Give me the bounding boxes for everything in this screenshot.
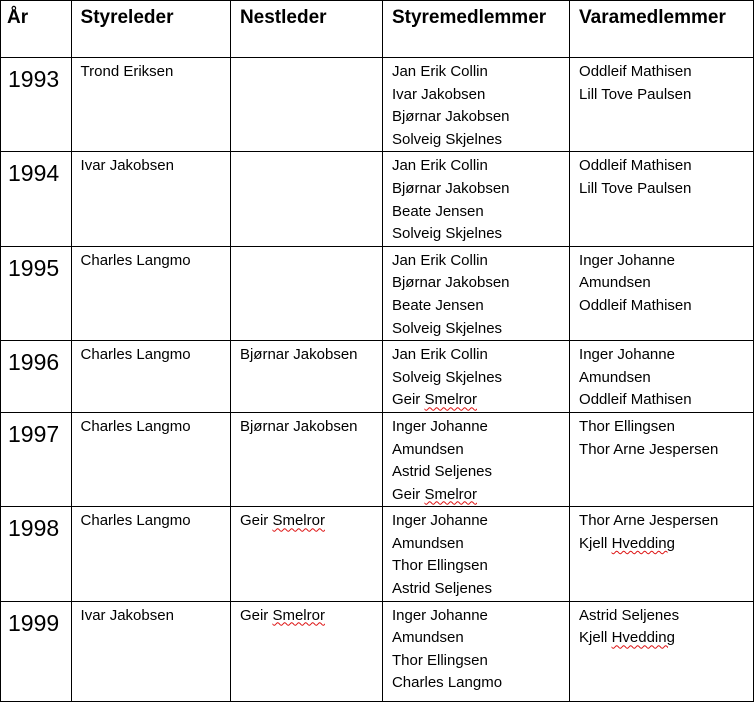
alternates-cell (570, 246, 754, 340)
name-line: Oddleif Mathisen (579, 63, 692, 80)
name-line: Thor Ellingsen (391, 557, 488, 575)
table-row (1, 412, 754, 506)
name-line: Solveig Skjelnes (391, 130, 503, 148)
year-value: 1997 (8, 420, 60, 447)
name-line: Astrid Seljenes (391, 463, 493, 481)
leader-cell (71, 246, 230, 340)
name-line: Charles Langmo (80, 512, 191, 530)
year-cell (1, 412, 72, 506)
header-alternates-label: Varamedlemmer (579, 7, 726, 28)
name-line: Geir Smelror (391, 391, 477, 409)
name-line: Trond Eriksen (80, 63, 174, 80)
name-line: Oddleif Mathisen (579, 296, 692, 314)
members-cell (382, 507, 569, 601)
members-cell (382, 412, 569, 506)
name-line: Thor Ellingsen (391, 651, 488, 669)
year-cell (1, 601, 72, 701)
name-line: Astrid Seljenes (579, 606, 680, 624)
name-line: Astrid Seljenes (391, 580, 493, 598)
name-line: Bjørnar Jakobsen (391, 274, 510, 292)
alternates-cell (570, 152, 754, 246)
header-year-label: År (7, 7, 29, 28)
name-line: Solveig Skjelnes (391, 225, 503, 243)
alternates-cell (570, 58, 754, 152)
name-line: Jan Erik Collin (391, 63, 488, 80)
deputy-cell (230, 58, 382, 152)
year-value: 1994 (8, 160, 60, 187)
year-value: 1993 (8, 66, 60, 92)
name-line: Amundsen (391, 629, 464, 647)
name-line: Charles Langmo (391, 674, 503, 692)
name-line: Thor Arne Jespersen (579, 512, 719, 530)
name-line: Beate Jensen (391, 296, 484, 314)
name-line: Kjell Hvedding (579, 629, 675, 647)
year-cell (1, 246, 72, 340)
name-line: Amundsen (391, 534, 464, 552)
name-line: Bjørnar Jakobsen (239, 417, 358, 435)
name-line: Bjørnar Jakobsen (391, 108, 510, 126)
name-line: Ivar Jakobsen (80, 606, 174, 624)
alternates-cell (570, 412, 754, 506)
deputy-cell (230, 341, 382, 413)
name-line: Oddleif Mathisen (579, 391, 692, 409)
leader-cell (71, 58, 230, 152)
name-line: Solveig Skjelnes (391, 368, 503, 386)
name-line: Ivar Jakobsen (80, 157, 174, 175)
table-row (1, 507, 754, 601)
year-value: 1999 (8, 609, 60, 636)
table-row (1, 58, 754, 152)
header-row (1, 1, 754, 58)
name-line: Amundsen (391, 440, 464, 458)
name-line: Bjørnar Jakobsen (239, 346, 358, 364)
year-value: 1995 (8, 254, 60, 281)
name-line: Thor Ellingsen (579, 417, 675, 435)
name-line: Inger Johanne (391, 606, 488, 624)
spellcheck-word: Smelror (424, 391, 477, 409)
name-line: Ivar Jakobsen (391, 85, 486, 103)
spellcheck-word: Smelror (424, 485, 477, 503)
year-cell (1, 58, 72, 152)
header-deputy (230, 1, 382, 58)
header-leader (71, 1, 230, 58)
members-cell (382, 58, 569, 152)
header-year (1, 1, 72, 58)
header-leader-label: Styreleder (80, 7, 174, 28)
members-cell (382, 152, 569, 246)
leader-cell (71, 601, 230, 701)
year-cell (1, 341, 72, 413)
name-line: Jan Erik Collin (391, 251, 488, 269)
name-line: Charles Langmo (80, 417, 191, 435)
name-line: Solveig Skjelnes (391, 319, 503, 337)
name-line: Thor Arne Jespersen (579, 440, 719, 458)
deputy-cell (230, 246, 382, 340)
spellcheck-word: Smelror (272, 606, 325, 624)
year-cell (1, 152, 72, 246)
name-line: Oddleif Mathisen (579, 157, 692, 175)
year-value: 1996 (8, 349, 60, 376)
alternates-cell (570, 507, 754, 601)
members-cell (382, 246, 569, 340)
header-alternates (570, 1, 754, 58)
name-line: Lill Tove Paulsen (579, 85, 692, 103)
name-line: Amundsen (579, 368, 651, 386)
header-members-label: Styremedlemmer (391, 7, 547, 28)
leader-cell (71, 412, 230, 506)
name-line: Inger Johanne (391, 512, 488, 530)
name-line: Geir Smelror (239, 512, 325, 530)
name-line: Amundsen (579, 274, 651, 292)
name-line: Bjørnar Jakobsen (391, 179, 510, 197)
leader-cell (71, 507, 230, 601)
deputy-cell (230, 412, 382, 506)
table-row (1, 341, 754, 413)
name-line: Kjell Hvedding (579, 534, 675, 552)
name-line: Jan Erik Collin (391, 157, 488, 175)
name-line: Lill Tove Paulsen (579, 179, 692, 197)
header-members (382, 1, 569, 58)
name-line: Geir Smelror (239, 606, 325, 624)
name-line: Inger Johanne (579, 346, 675, 364)
table-row (1, 246, 754, 340)
alternates-cell (570, 601, 754, 701)
alternates-cell (570, 341, 754, 413)
spellcheck-word: Hvedding (611, 629, 675, 647)
name-line: Inger Johanne (391, 417, 488, 435)
spellcheck-word: Smelror (272, 512, 325, 530)
year-cell (1, 507, 72, 601)
name-line: Jan Erik Collin (391, 346, 488, 364)
name-line: Charles Langmo (80, 346, 191, 364)
table-row (1, 152, 754, 246)
members-cell (382, 341, 569, 413)
header-deputy-label: Nestleder (239, 7, 327, 28)
deputy-cell (230, 601, 382, 701)
deputy-cell (230, 152, 382, 246)
spellcheck-word: Hvedding (611, 534, 675, 552)
leader-cell (71, 152, 230, 246)
leader-cell (71, 341, 230, 413)
table-row (1, 601, 754, 701)
name-line: Inger Johanne (579, 251, 675, 269)
name-line: Charles Langmo (80, 251, 191, 269)
year-value: 1998 (8, 515, 60, 542)
name-line: Geir Smelror (391, 485, 477, 503)
deputy-cell (230, 507, 382, 601)
members-cell (382, 601, 569, 701)
name-line: Beate Jensen (391, 202, 484, 220)
